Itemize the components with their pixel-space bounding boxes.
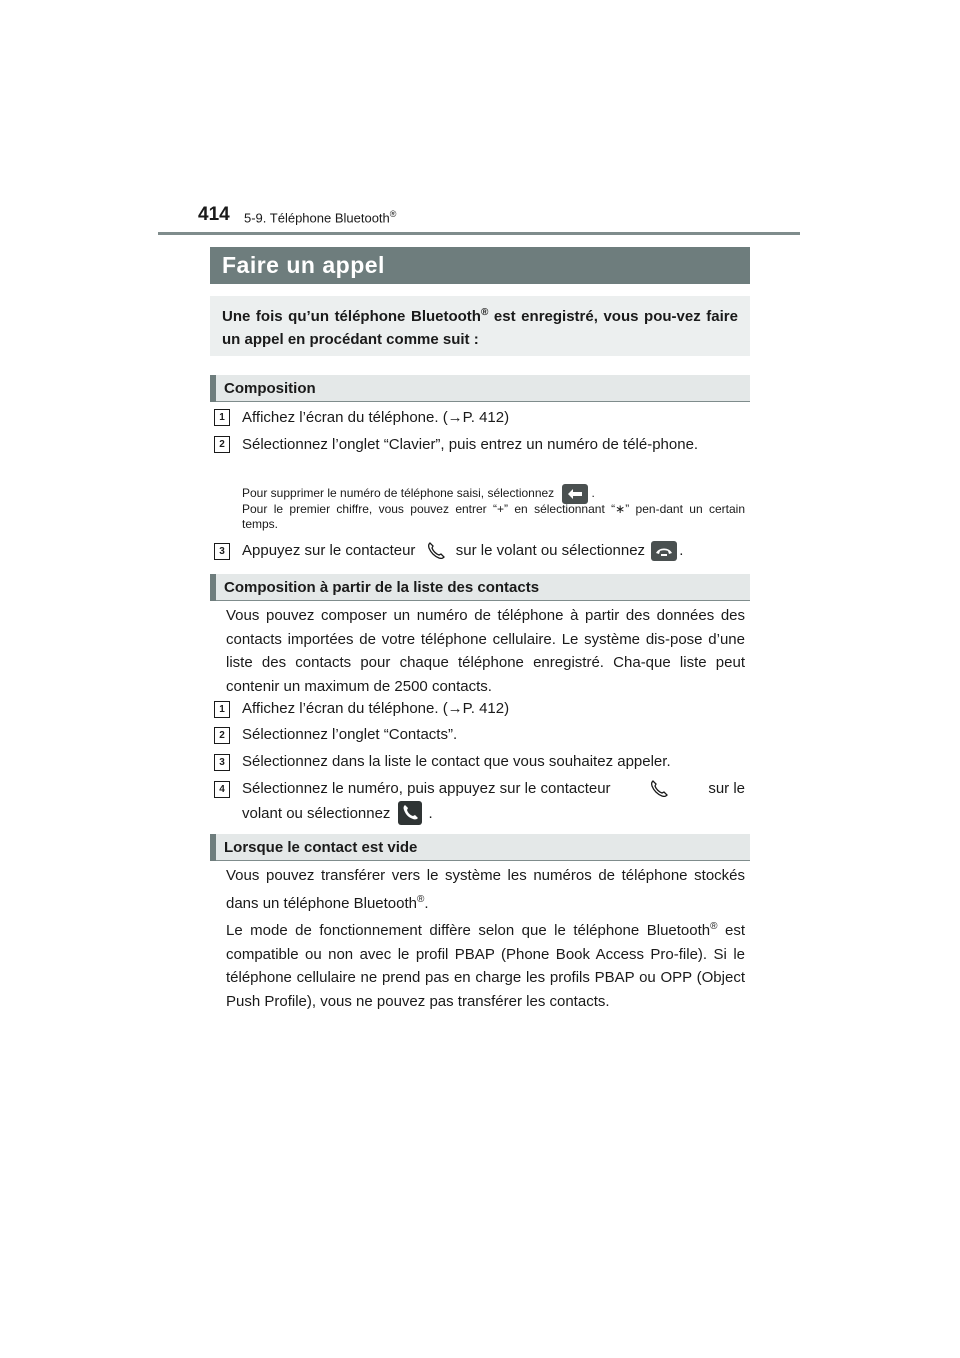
step-text: Sélectionnez l’onglet “Clavier”, puis entrez un numéro de télé-phone.: [242, 436, 699, 453]
paragraph-text: Vous pouvez transférer vers le système les numéros de téléphone stockés dans un téléphone Bluetooth: [226, 867, 745, 912]
step-text-part: sur le volant ou sélectionnez: [455, 542, 646, 559]
intro-box: [210, 296, 750, 356]
phone-call-icon: [398, 801, 422, 825]
registered-mark: ®: [417, 893, 425, 905]
step-text: Affichez l’écran du téléphone. (→P. 412): [242, 700, 510, 717]
note-text: .: [591, 486, 595, 501]
title-bar: [210, 247, 750, 284]
phone-handset-icon: [649, 779, 669, 799]
chapter-label: 5-9. Téléphone Bluetooth: [244, 210, 390, 226]
intro-text: [222, 305, 738, 351]
step-number: 3: [214, 754, 230, 771]
step-text-part: Sélectionnez le numéro, puis appuyez sur le contacteur: [242, 780, 611, 797]
step-number: 1: [214, 409, 230, 426]
chapter-title: [244, 209, 396, 225]
step-text-part: volant ou sélectionnez: [242, 804, 391, 822]
empty-contact-description: [226, 864, 745, 1014]
section-label: Composition à partir de la liste des contacts: [224, 579, 540, 596]
step-text-part: .: [428, 804, 433, 822]
step-text: [242, 539, 745, 562]
paragraph-text: .: [424, 894, 429, 912]
section-heading-contacts: [210, 574, 750, 601]
call-button-icon: [651, 541, 677, 561]
step-text-part: sur le: [708, 780, 745, 797]
header-rule: [158, 232, 800, 235]
note-plus-sign: Pour le premier chiffre, vous pouvez entrer “+” en sélectionnant “∗” pen-dant un certain temps.: [242, 502, 745, 531]
registered-mark: ®: [710, 921, 718, 933]
section-label: Lorsque le contact est vide: [224, 839, 418, 856]
step-number: 1: [214, 701, 230, 718]
step-text: Affichez l’écran du téléphone. (→P. 412): [242, 409, 510, 426]
page-title: Faire un appel: [222, 252, 385, 278]
step-text: Sélectionnez l’onglet “Contacts”.: [242, 726, 458, 743]
step-number: 2: [214, 436, 230, 453]
contacts-description: Vous pouvez composer un numéro de téléphone à partir des données des contacts importées de votre téléphone cellulaire. Le système dis-pose d’une liste des contacts pour chaque téléphone enregistré. Cha-que liste peut contenir un maximum de 2500 contacts.: [226, 607, 745, 695]
paragraph-text: est compatible ou non avec le profil PBAP (Phone Book Access Pro-file). Si le téléphone cellulaire ne prend pas en charge les profils PBAP ou OPP (Object Push Profile), vous ne pouvez pas transférer les contacts.: [226, 922, 745, 1010]
step-text: [242, 777, 745, 826]
page-number: 414: [198, 204, 230, 225]
backspace-icon: [562, 484, 588, 504]
registered-mark: ®: [389, 209, 397, 219]
section-label: Composition: [224, 380, 316, 397]
registered-mark: ®: [480, 307, 489, 318]
note-delete-number: [242, 484, 745, 504]
section-heading-composition: [210, 375, 750, 402]
intro-part1: Une fois qu’un téléphone Bluetooth: [222, 308, 481, 325]
paragraph-text: Le mode de fonctionnement diffère selon que le téléphone Bluetooth: [226, 922, 711, 940]
step-text-part: Appuyez sur le contacteur: [242, 542, 416, 559]
intro-part2: est enregistré, vous pou-vez faire un appel en procédant comme suit :: [222, 308, 738, 348]
step-text-part: .: [679, 542, 684, 559]
step-number: 2: [214, 727, 230, 744]
step-text: Sélectionnez dans la liste le contact que vous souhaitez appeler.: [242, 753, 671, 770]
step-number: 3: [214, 543, 230, 560]
section-heading-empty-contact: [210, 834, 750, 861]
note-text: Pour supprimer le numéro de téléphone saisi, sélectionnez: [242, 486, 555, 501]
step-number: 4: [214, 781, 230, 798]
phone-handset-icon: [426, 541, 446, 561]
